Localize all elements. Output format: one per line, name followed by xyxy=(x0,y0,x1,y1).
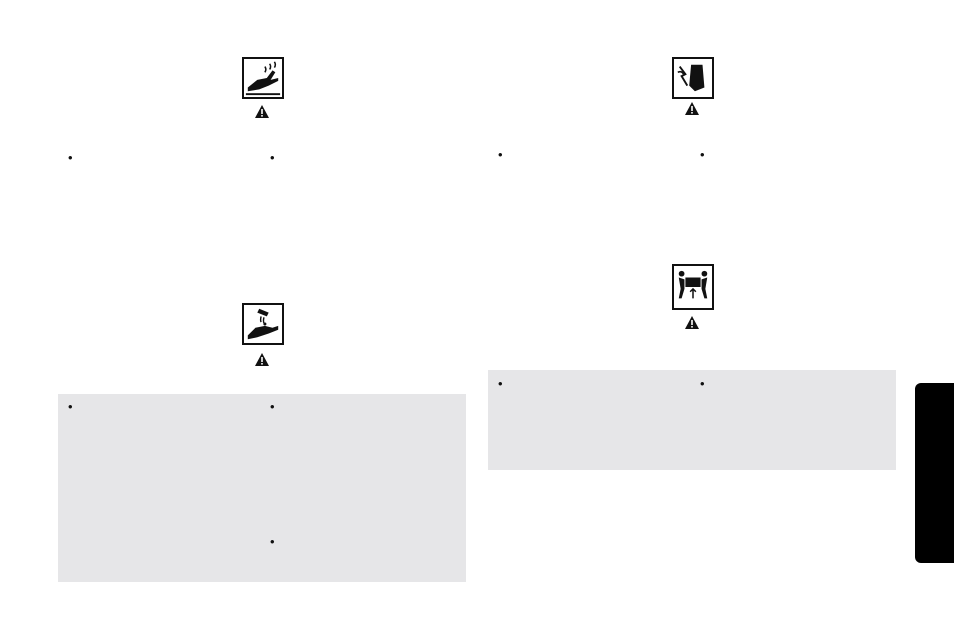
electric-shock-icon xyxy=(672,57,714,99)
warning-triangle-icon xyxy=(255,105,269,118)
hot-surface-warning-title xyxy=(58,104,466,120)
warning-triangle-icon xyxy=(685,316,699,329)
hot-surface-hand-icon xyxy=(242,57,284,99)
electric-shock-warning-title xyxy=(488,101,896,117)
heavy-lifting-table-shade xyxy=(488,370,896,470)
chemical-burn-icon xyxy=(242,303,284,345)
chemical-burn-warning-title xyxy=(58,352,466,368)
heavy-lifting-warning-title xyxy=(488,315,896,331)
heavy-lifting-icon xyxy=(672,264,714,310)
warning-triangle-icon xyxy=(685,102,699,115)
warning-triangle-icon xyxy=(255,353,269,366)
chemical-burn-table-shade xyxy=(58,394,466,582)
language-tab xyxy=(915,383,954,563)
